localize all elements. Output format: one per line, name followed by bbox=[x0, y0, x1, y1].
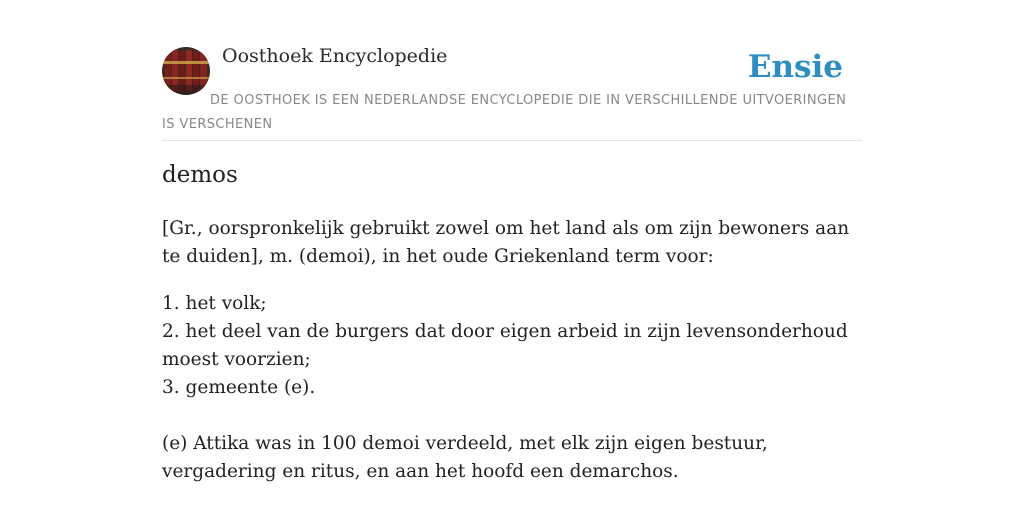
header bbox=[162, 0, 862, 141]
encyclopedia-books-icon[interactable] bbox=[162, 47, 210, 95]
brand-logo-link[interactable]: Ensie bbox=[747, 49, 843, 85]
definition-note: (e) Attika was in 100 demoi verdeeld, met elk zijn eigen bestuur, vergadering en ritus, en aan het hoofd een demarchos. bbox=[162, 433, 768, 482]
page bbox=[162, 0, 862, 486]
list-item: 1. het volk; bbox=[162, 293, 267, 314]
list-item: 2. het deel van de burgers dat door eigen arbeid in zijn levensonderhoud moest voorzien; bbox=[162, 321, 848, 370]
term-title: demos bbox=[162, 162, 238, 188]
list-item: 3. gemeente (e). bbox=[162, 377, 316, 398]
source-tagline: DE OOSTHOEK IS EEN NEDERLANDSE ENCYCLOPEDIE DIE IN VERSCHILLENDE UITVOERINGEN IS VERSCHENEN bbox=[162, 93, 847, 132]
source-title[interactable]: Oosthoek Encyclopedie bbox=[222, 45, 448, 67]
definition-intro: [Gr., oorspronkelijk gebruikt zowel om het land als om zijn bewoners aan te duiden], m. (demoi), in het oude Griekenland term voor: bbox=[162, 218, 850, 267]
definition-list bbox=[162, 290, 862, 402]
